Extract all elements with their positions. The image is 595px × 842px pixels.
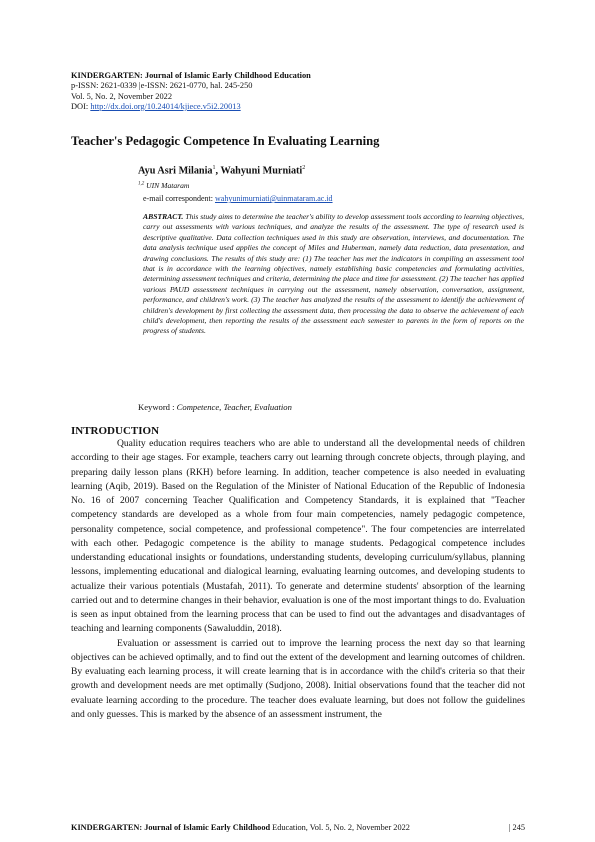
abstract-block [143, 212, 524, 337]
paper-title: Teacher's Pedagogic Competence In Evaluating Learning [71, 134, 380, 148]
author-name-2: Wahyuni Murniati [220, 165, 303, 177]
author-name-1: Ayu Asri Milania [138, 165, 213, 177]
affiliation-name: UIN Mataram [144, 181, 190, 190]
author-line [138, 165, 305, 176]
page-number: | 245 [508, 823, 525, 832]
page-footer [71, 823, 525, 832]
doi-line [71, 102, 531, 112]
affiliation [138, 181, 189, 190]
introduction-body [71, 437, 525, 722]
doi-link[interactable]: http://dx.doi.org/10.24014/kjiece.v5i2.20013 [90, 101, 241, 111]
body-paragraph-2: Evaluation or assessment is carried out to improve the learning process the next day so that learning objectives can be achieved optimally, and to find out the extent of the development and learning outcomes of children. By evaluating each learning process, it will create learning that is in accordance with the child's criteria so that their growth and development needs are met optimally (Sudjono, 2008). Initial observations found that the teacher did not evaluate learning according to the procedure. The teacher does evaluate learning, but does not follow the guidelines and only guesses. This is marked by the absence of an assessment instrument, the [71, 637, 525, 720]
email-link[interactable]: wahyunimurniati@uinmataram.ac.id [214, 194, 333, 203]
keyword-values: Competence, Teacher, Evaluation [176, 402, 292, 412]
section-heading-introduction: INTRODUCTION [71, 425, 160, 437]
journal-header [71, 71, 531, 112]
email-line [143, 194, 333, 203]
body-paragraph-1: Quality education requires teachers who are able to understand all the developmental needs of children according to their age stages. For example, teachers carry out learning through concrete objects, through playing, and preparing daily lesson plans (RKH) before learning. In addition, teacher competence is also needed in evaluating learning (Aqib, 2019). Based on the Regulation of the Minister of National Education of the Republic of Indonesia No. 16 of 2007 concerning Teacher Qualification and Competency Standards, it is explained that "Teacher competency standards are developed as a whole from four main competencies, namely pedagogic competence, personality competence, social competence, and professional competence". The four competencies are interrelated with each other. Pedagogic competence is the ability to manage students. Pedagogical competence includes understanding educational insights or foundations, understanding students, developing curriculum/syllabus, planning lessons, implementing educational and dialogical learning, evaluating learning outcomes, and developing students to actualize their various potentials (Mustafah, 2011). To generate and determine students' absorption of the learning carried out and to determine changes in their behavior, evaluation is one of the most important things to do. Evaluation is seen as input obtained from the learning process that can be used to find out the advantages and disadvantages of teaching and learning components (Sawaluddin, 2018). [71, 438, 525, 635]
footer-journal-name: KINDERGARTEN: Journal of Islamic Early Childhood [71, 823, 271, 832]
email-label: e-mail correspondent: [143, 194, 215, 203]
journal-name: KINDERGARTEN: Journal of Islamic Early Childhood Education [71, 71, 311, 80]
doi-label: DOI: [71, 101, 91, 111]
affiliation-superscript: 1,2 [138, 181, 145, 187]
keyword-label: Keyword : [138, 402, 177, 412]
author-superscript-1: 1 [212, 165, 216, 171]
abstract-label: ABSTRACT. [143, 212, 184, 221]
author-separator: , [215, 165, 221, 177]
footer-issue: Education, Vol. 5, No. 2, November 2022 [270, 823, 410, 832]
abstract-text: This study aims to determine the teacher's ability to develop assessment tools according to learning objectives, carry out assessments with various techniques, and analyze the results of the assessment. The type of research used is descriptive qualitative. Data collection techniques used in this study are observation, interviews, and documentation. The data analysis technique used applies the concept of Miles and Huberman, namely data reduction, data presentation, and drawing conclusions. The results of this study are: (1) The teacher has met the indicators in compiling an assessment tool that is in accordance with the learning objectives, namely establishing basic competencies and formulating activities, determining assessment techniques and criteria, determining the place and time for assessment. (2) The teacher has applied various PAUD assessment techniques in carrying out the assessment, namely observation, conversation, assignment, performance, and children's work. (3) The teacher has analyzed the results of the assessment to identify the achievement of children's development by first collecting the assessment data, then processing the data to observe the achievement of each child's development, then reporting the results of the assessment each semester to parents in the form of reports on the progress of students. [143, 212, 524, 336]
author-superscript-2: 2 [302, 165, 306, 171]
keyword-line [138, 402, 292, 412]
volume-line: Vol. 5, No. 2, November 2022 [71, 91, 173, 101]
issn-line: p-ISSN: 2621-0339 |e-ISSN: 2621-0770, hal. 245-250 [71, 81, 253, 91]
